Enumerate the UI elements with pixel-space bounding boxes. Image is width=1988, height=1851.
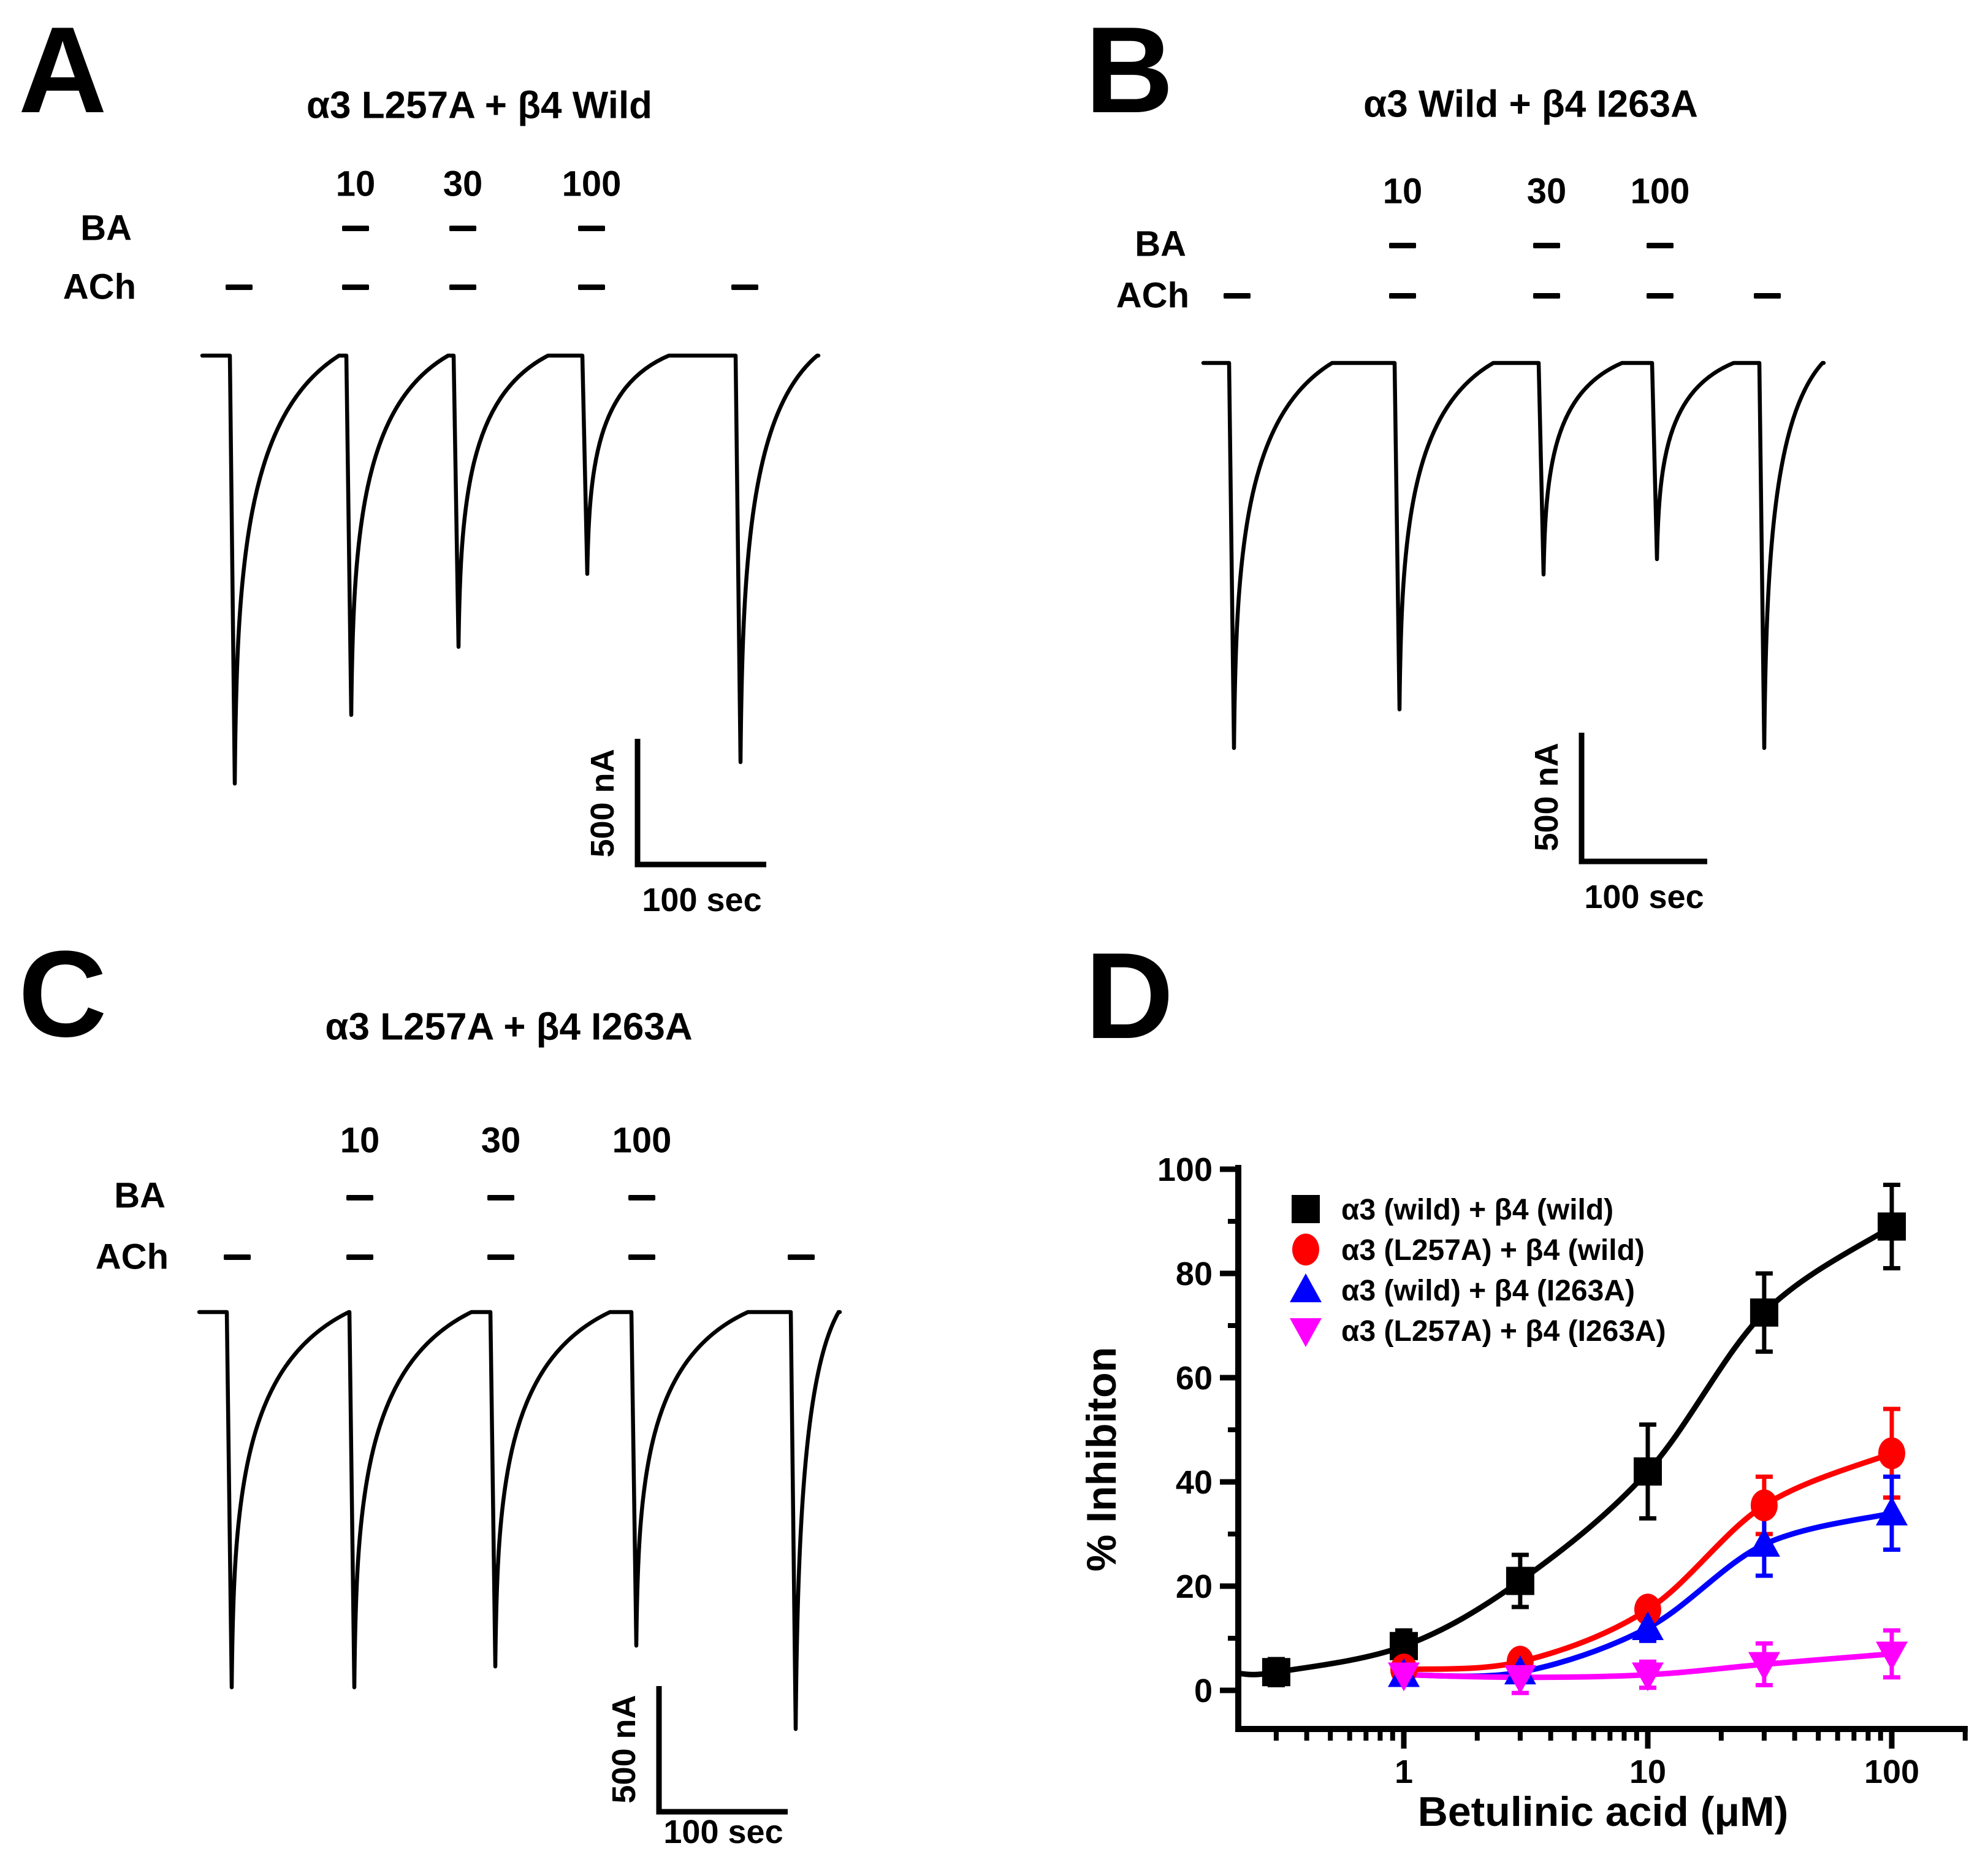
current-trace-svg <box>0 0 958 918</box>
two-electrode-current-trace <box>1203 363 1824 748</box>
y-tick-label: 0 <box>1194 1673 1213 1709</box>
panel-c-ba-label: BA <box>114 1175 166 1216</box>
scale-bar-current-label: 500 nA <box>584 749 621 858</box>
ba-concentration-label: 10 <box>1382 171 1423 212</box>
scale-bar <box>1582 733 1707 861</box>
ba-concentration-label: 30 <box>481 1120 521 1161</box>
data-point-marker <box>1506 1567 1534 1595</box>
legend-marker <box>1292 1234 1319 1265</box>
y-tick-label: 100 <box>1157 1151 1213 1188</box>
legend-marker <box>1290 1273 1322 1302</box>
y-axis-title: % Inhibiton <box>1078 1346 1125 1572</box>
panel-b-ach-label: ACh <box>1116 275 1189 316</box>
panel-a-ba-label: BA <box>80 208 132 248</box>
two-electrode-current-trace <box>199 1312 840 1729</box>
legend-marker <box>1292 1195 1320 1223</box>
ba-concentration-label: 10 <box>335 164 376 204</box>
panel-c <box>0 926 958 1850</box>
data-point-marker <box>1878 1213 1906 1241</box>
panel-a-ach-label: ACh <box>63 267 136 307</box>
legend-label: α3 (wild) + β4 (wild) <box>1341 1194 1614 1226</box>
x-axis-title: Betulinic acid (μM) <box>1417 1788 1789 1835</box>
data-point-marker <box>1876 1497 1908 1525</box>
panel-d-letter: D <box>1085 928 1174 1064</box>
data-point-marker <box>1878 1437 1905 1469</box>
data-point-marker <box>1262 1658 1290 1686</box>
ba-concentration-label: 10 <box>340 1120 380 1161</box>
ba-concentration-label: 100 <box>612 1120 672 1161</box>
panel-b-letter: B <box>1085 2 1174 139</box>
legend <box>1290 1194 1666 1348</box>
ba-concentration-label: 100 <box>562 164 622 204</box>
ba-concentration-label: 30 <box>1526 171 1567 212</box>
x-tick-label: 1 <box>1394 1754 1414 1790</box>
legend-label: α3 (L257A) + β4 (wild) <box>1341 1234 1645 1267</box>
data-point-marker <box>1750 1299 1778 1327</box>
scale-bar <box>638 739 766 864</box>
scale-bar-current-label: 500 nA <box>1528 742 1565 852</box>
y-tick-label: 20 <box>1175 1568 1213 1605</box>
data-point-marker <box>1751 1489 1778 1521</box>
panel-b <box>1030 0 1988 918</box>
scale-bar-time-label: 100 sec <box>642 882 762 918</box>
current-trace-svg <box>1030 0 1988 918</box>
panel-b-title: α3 Wild + β4 I263A <box>1363 83 1698 126</box>
current-trace-svg <box>0 926 958 1844</box>
y-tick-label: 40 <box>1175 1464 1213 1501</box>
panel-b-ba-label: BA <box>1135 224 1186 264</box>
legend-label: α3 (wild) + β4 (I263A) <box>1341 1275 1635 1307</box>
panel-c-title: α3 L257A + β4 I263A <box>325 1006 693 1048</box>
x-tick-label: 10 <box>1629 1754 1667 1790</box>
two-electrode-current-trace <box>202 356 818 784</box>
panel-d <box>1030 926 1988 1844</box>
y-tick-label: 80 <box>1175 1256 1213 1292</box>
panel-a-letter: A <box>18 2 107 139</box>
y-tick-label: 60 <box>1175 1360 1213 1397</box>
scale-bar <box>659 1686 788 1812</box>
panel-c-letter: C <box>18 926 107 1063</box>
legend-label: α3 (L257A) + β4 (I263A) <box>1341 1315 1666 1348</box>
panel-a-title: α3 L257A + β4 Wild <box>306 84 653 127</box>
dose-response-chart <box>1030 926 1988 1844</box>
scale-bar-time-label: 100 sec <box>663 1814 783 1850</box>
panel-a <box>0 0 958 918</box>
scale-bar-time-label: 100 sec <box>1584 879 1704 915</box>
legend-marker <box>1290 1318 1322 1347</box>
ba-concentration-label: 30 <box>443 164 483 204</box>
x-tick-label: 100 <box>1864 1754 1920 1790</box>
ba-concentration-label: 100 <box>1630 171 1690 212</box>
data-point-marker <box>1634 1457 1662 1486</box>
panel-c-ach-label: ACh <box>95 1237 169 1277</box>
scale-bar-current-label: 500 nA <box>606 1695 642 1804</box>
